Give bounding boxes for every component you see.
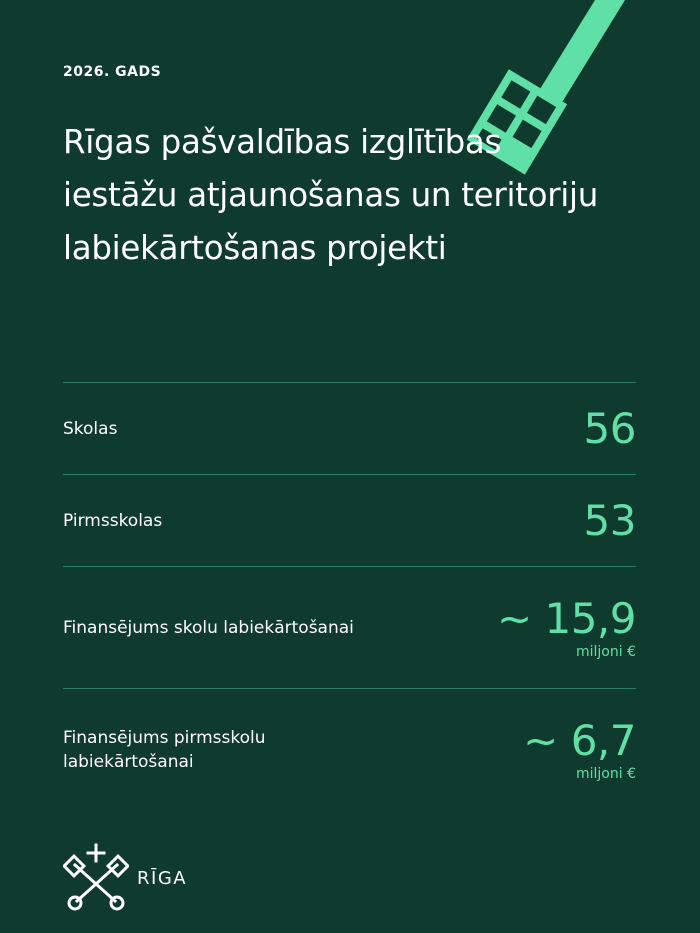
riga-logo xyxy=(63,843,187,913)
crossed-keys-icon xyxy=(63,843,129,913)
stat-label: Finansējums skolu labiekārtošanai xyxy=(63,617,354,638)
stat-value: ~ 6,7 xyxy=(523,715,636,765)
stat-row-preschools xyxy=(63,474,636,566)
stat-unit: miljoni € xyxy=(576,643,636,660)
year-label: 2026. GADS xyxy=(63,64,162,80)
stat-value-box xyxy=(583,403,636,453)
stat-value-box xyxy=(523,715,636,782)
stat-value: ~ 15,9 xyxy=(496,593,636,643)
stats-table xyxy=(63,382,636,810)
stat-value-box xyxy=(583,495,636,545)
stat-value-box xyxy=(496,593,636,660)
stat-label: Skolas xyxy=(63,418,118,439)
stat-value: 56 xyxy=(583,403,636,453)
stat-label: Pirmsskolas xyxy=(63,510,163,531)
stat-unit: miljoni € xyxy=(576,765,636,782)
stat-label: Finansējums pirmsskolu labiekārtošanai xyxy=(63,727,266,772)
stat-row-schools xyxy=(63,382,636,474)
stat-value: 53 xyxy=(583,495,636,545)
stat-row-school-funding xyxy=(63,566,636,688)
page-title: Rīgas pašvaldības izglītības iestāžu atjaunošanas un teritoriju labiekārtošanas projekti xyxy=(63,123,599,267)
stat-row-preschool-funding xyxy=(63,688,636,810)
logo-text: RĪGA xyxy=(137,867,188,889)
